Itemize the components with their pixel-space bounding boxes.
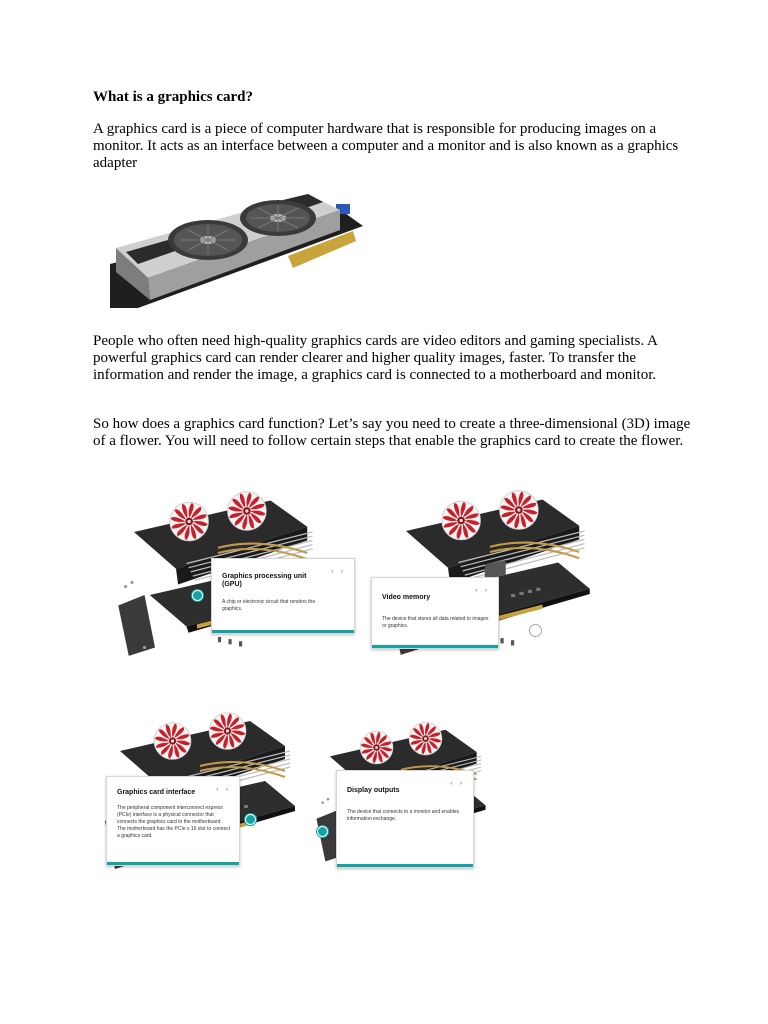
label-nav-arrows[interactable]: ‹ › [475,588,490,594]
card-interface-label-card [106,776,240,866]
gpu-label-card [211,558,355,634]
hotspot-card-interface[interactable] [245,814,256,825]
label-accent-bar [107,862,239,865]
label-title: Display outputs [347,787,400,794]
hotspot-gpu[interactable] [192,590,203,601]
label-nav-arrows[interactable]: ‹ › [216,787,231,793]
label-accent-bar [337,864,473,867]
label-nav-arrows[interactable]: ‹ › [450,781,465,787]
label-description: The peripheral component interconnect express (PCIe) interface is a physical connector that connects the graphics card to the motherboard. The motherboard has the PCIe x 16 slot to connect a graphics card. [117,805,231,839]
label-description: A chip or electronic circuit that renders the graphics. [222,599,316,612]
label-description: The device that connects to a monitor and enables information exchange. [347,809,460,822]
label-title: Video memory [382,594,431,601]
label-nav-arrows[interactable]: ‹ › [331,569,346,575]
label-title: Graphics processing unit (GPU) [222,573,307,588]
diagram-video-memory [365,487,595,659]
intro-paragraph: A graphics card is a piece of computer hardware that is responsible for producing images on a monitor. It acts as an interface between a computer and a monitor and is also known as a graphics adapter [93,121,679,171]
diagram-display-outputs [312,706,490,878]
hotspot-display-outputs[interactable] [317,826,328,837]
users-paragraph: People who often need high-quality graphics cards are video editors and gaming specialists. A powerful graphics card can render clearer and higher quality images, faster. To transfer the information and render the image, a graphics card is connected to a motherboard and monitor. [93,333,658,383]
diagram-gpu [93,490,363,658]
hotspot-video-memory[interactable] [530,625,541,636]
display-outputs-label-card [336,770,474,868]
label-accent-bar [372,645,498,648]
label-accent-bar [212,630,354,633]
function-paragraph: So how does a graphics card function? Let’s say you need to create a three-dimensional (3D) image of a flower. You will need to follow certain steps that enable the graphics card to create the flower. [93,416,691,449]
label-description: The device that stores all data related to images or graphics. [382,616,489,629]
label-title: Graphics card interface [117,789,196,796]
graphics-card-photo [108,186,366,310]
video-memory-label-card [371,577,499,649]
diagram-card-interface [100,706,300,876]
page-heading: What is a graphics card? [93,89,254,105]
